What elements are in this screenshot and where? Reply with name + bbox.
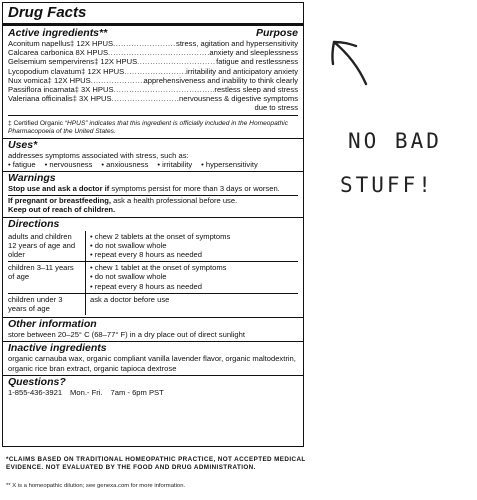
directions-age-group: children 3–11 years of age: [8, 262, 86, 293]
hpus-note: “HPUS” indicates that this ingredient is officially included in the Homeopathic Pharmacopoeia of the United States.: [8, 119, 289, 135]
contact-row: [8, 388, 298, 397]
ingredient-purpose: nervousness & digestive symptoms: [178, 94, 298, 104]
use-item: • nervousness: [44, 159, 93, 169]
dot-leader: [124, 67, 186, 76]
ingredient-name: Nux vomica‡ 12X HPUS: [8, 75, 91, 85]
ingredient-name: Aconitum napellus‡ 12X HPUS: [8, 39, 114, 48]
scribble-line-1: NO BAD: [348, 129, 442, 153]
active-ingredient-row: [8, 39, 298, 48]
directions-heading: Directions: [8, 217, 60, 230]
directions-steps: [86, 294, 298, 315]
stop-use-text: symptoms persist for more than 3 days or worsen.: [109, 184, 280, 194]
active-ingredient-row: [8, 67, 298, 76]
dilution-footnote: ** X is a homeopathic dilution; see genexa.com for more information.: [6, 483, 186, 489]
directions-steps: [86, 231, 298, 262]
use-item: • hypersensitivity: [201, 159, 258, 169]
arrow-icon: [332, 42, 366, 84]
directions-age-group: children under 3 years of age: [8, 294, 86, 315]
storage-text: store between 20–25° C (68–77° F) in a dry place out of direct sunlight: [8, 330, 245, 340]
active-ingredient-row: [8, 94, 298, 103]
use-item: • anxiousness: [101, 159, 149, 169]
handwritten-note: [318, 26, 474, 226]
active-ingredients-header: [8, 27, 298, 39]
ingredient-name: Calcarea carbonica 8X HPUS: [8, 48, 109, 58]
phone-number: 1-855-436-3921: [8, 387, 63, 397]
use-item: • irritability: [157, 159, 193, 169]
other-information-heading: Other information: [8, 318, 97, 331]
uses-list: [8, 160, 298, 169]
purpose-heading: Purpose: [255, 27, 298, 39]
dot-leader: [137, 57, 216, 66]
pregnancy-text: ask a health professional before use.: [110, 196, 238, 206]
pregnancy-bold: If pregnant or breastfeeding,: [8, 196, 111, 206]
warnings-heading: Warnings: [8, 172, 56, 185]
stop-use-warning: [8, 184, 298, 193]
keep-out-warning: Keep out of reach of children.: [8, 205, 116, 215]
direction-step: ask a doctor before use: [90, 294, 170, 304]
active-ingredient-row: [8, 76, 298, 85]
scribble-line-2: STUFF!: [340, 173, 434, 197]
direction-step: • repeat every 8 hours as needed: [90, 250, 202, 260]
active-ingredients-list: [8, 39, 298, 103]
direction-step: • do not swallow whole: [90, 240, 167, 250]
stop-use-bold: Stop use and ask a doctor if: [8, 184, 110, 194]
pregnancy-warning: [8, 196, 298, 205]
ingredient-note: [8, 120, 298, 136]
drug-facts-panel: [2, 2, 304, 447]
contact-hours: 7am - 6pm PST: [110, 387, 164, 397]
claims-disclaimer: *CLAIMS BASED ON TRADITIONAL HOMEOPATHIC PRACTICE, NOT ACCEPTED MEDICAL EVIDENCE. NOT EVALUATED BY THE FOOD AND DRUG ADMINISTRATION.: [6, 456, 306, 472]
direction-step: • chew 1 tablet at the onset of symptoms: [90, 263, 227, 273]
directions-age-group: adults and children 12 years of age and older: [8, 231, 86, 262]
ingredient-name: Gelsemium sempervirens‡ 12X HPUS: [8, 57, 138, 67]
ingredient-purpose: anxiety and sleeplessness: [209, 48, 298, 58]
dot-leader: [114, 85, 215, 94]
dot-leader: [112, 94, 179, 103]
directions-steps: [86, 262, 298, 293]
inactive-ingredients-heading: Inactive ingredients: [8, 342, 107, 355]
contact-days: Mon.- Fri.: [70, 387, 103, 397]
direction-step: • repeat every 8 hours as needed: [90, 281, 202, 291]
divider: [3, 23, 303, 26]
inactive-ingredients-text: organic carnauba wax, organic compliant vanilla lavender flavor, organic maltodextrin, organic rice bran extract, organic tapioca dextrose: [8, 354, 296, 373]
direction-step: • chew 2 tablets at the onset of symptoms: [90, 231, 231, 241]
ingredient-purpose: restless sleep and stress: [214, 85, 298, 95]
ingredient-purpose: stress, agitation and hypersensitivity: [176, 39, 298, 48]
dot-leader: [113, 39, 176, 48]
uses-heading: Uses*: [8, 138, 38, 151]
questions-heading: Questions?: [8, 375, 66, 388]
ingredient-name: Valeriana officinalis‡ 3X HPUS: [8, 94, 112, 104]
ingredient-purpose: irritability and anticipatory anxiety: [186, 66, 298, 76]
active-ingredient-row: [8, 57, 298, 66]
active-ingredient-row: [8, 85, 298, 94]
ingredient-name: Passiflora incarnata‡ 3X HPUS: [8, 85, 114, 95]
directions-table: [8, 231, 298, 316]
uses-intro: addresses symptoms associated with stress, such as:: [8, 150, 189, 160]
ingredient-purpose: fatigue and restlessness: [216, 57, 298, 67]
certified-organic-note: ‡ Certified Organic: [8, 119, 63, 127]
dot-leader: [108, 48, 209, 57]
direction-step: • do not swallow whole: [90, 272, 167, 282]
ingredient-name: Lycopodium clavatum‡ 12X HPUS: [8, 66, 125, 76]
dot-leader: [91, 76, 144, 85]
divider: [8, 115, 298, 116]
use-item: • fatigue: [8, 159, 36, 169]
drug-facts-title: Drug Facts: [8, 4, 87, 21]
active-ingredient-row: [8, 48, 298, 57]
ingredient-purpose: apprehensiveness and inability to think clearly: [143, 75, 298, 85]
purpose-continuation: due to stress: [254, 103, 298, 113]
active-ingredients-heading: Active ingredients**: [8, 27, 108, 39]
